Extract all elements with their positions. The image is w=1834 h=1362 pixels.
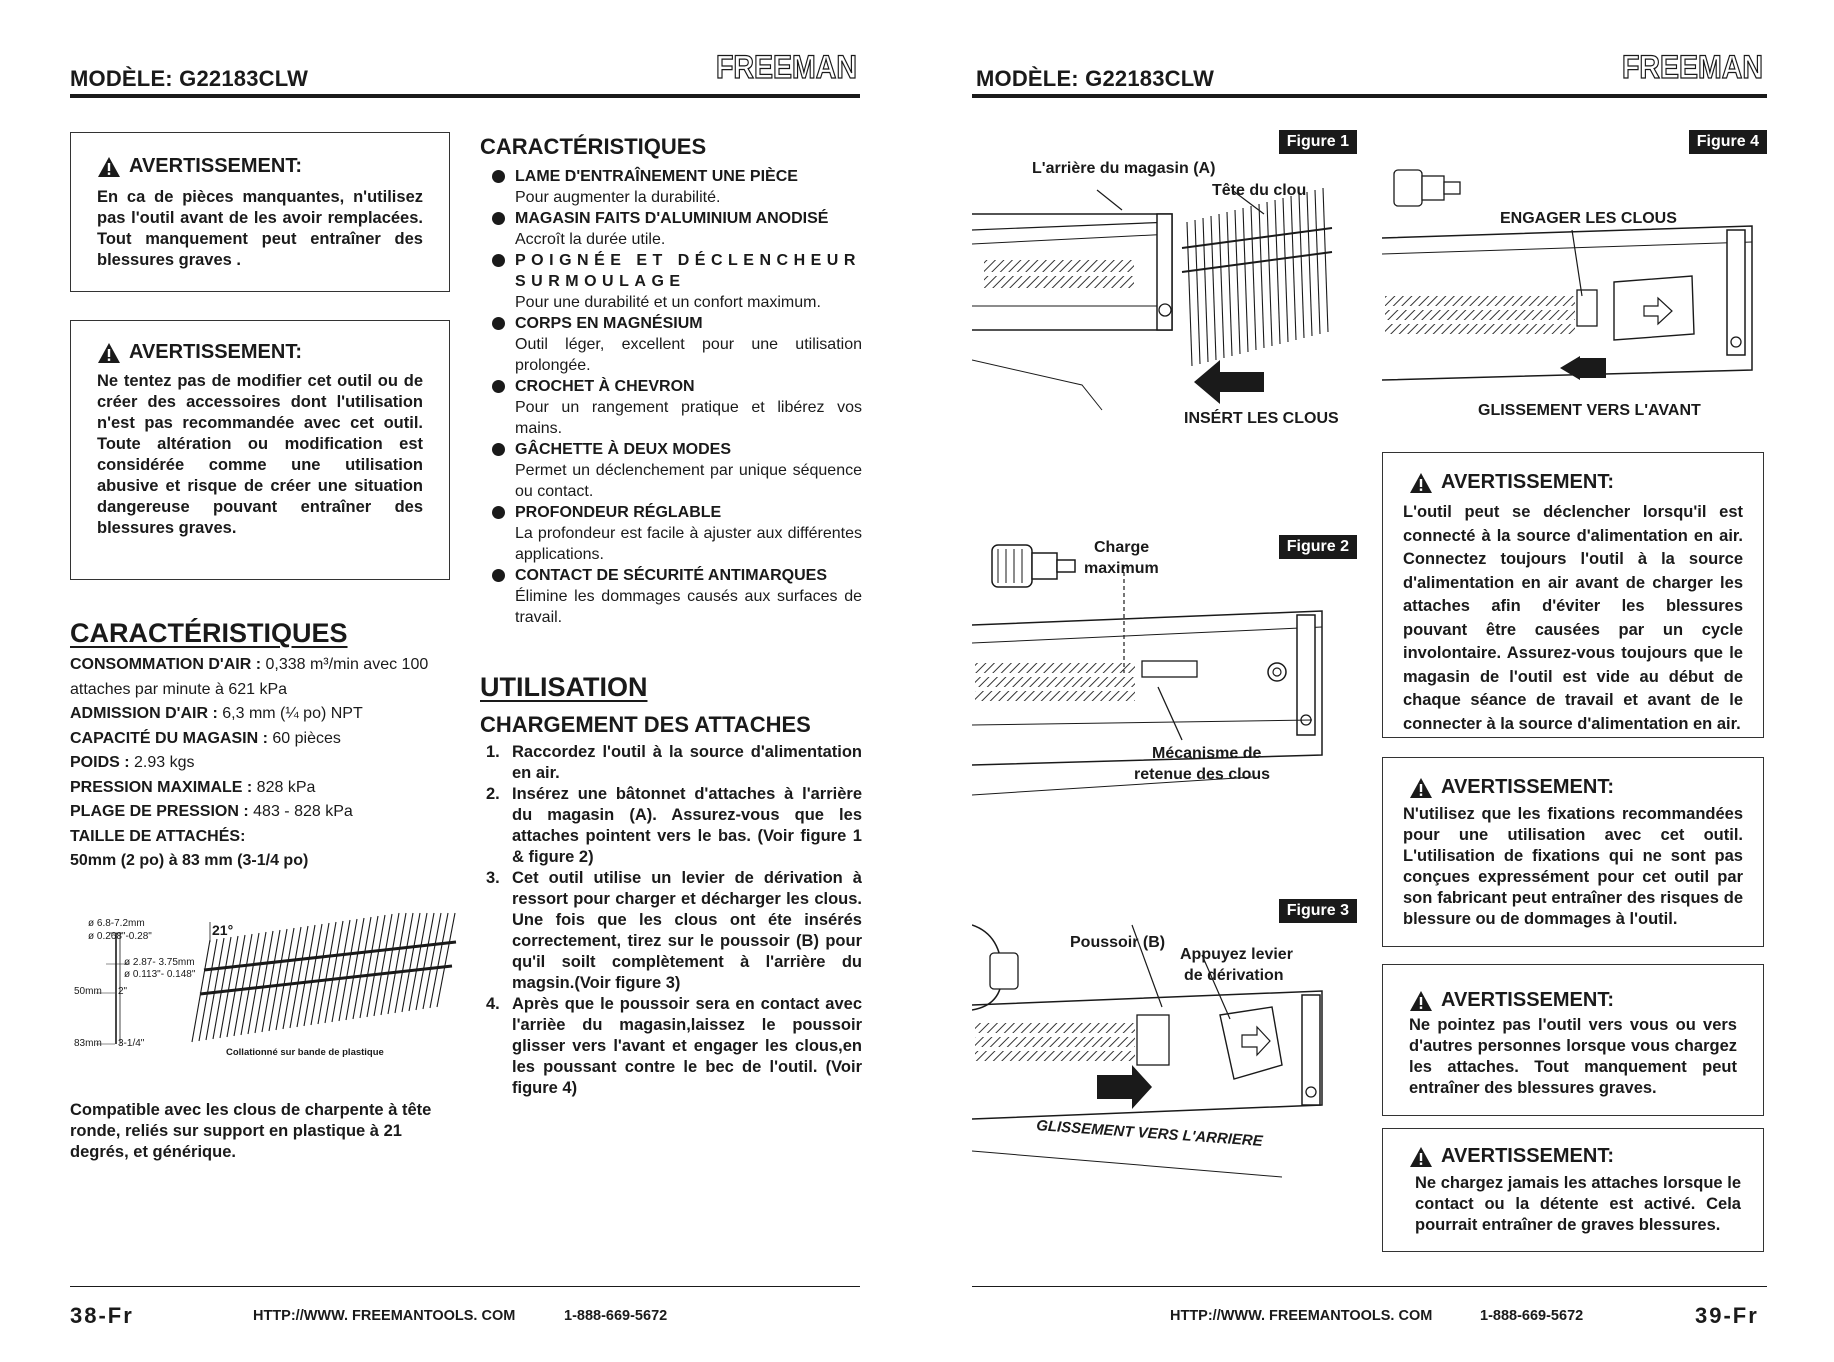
warning-title: AVERTISSEMENT: — [1409, 989, 1614, 1012]
footer-phone: 1-888-669-5672 — [1480, 1308, 1584, 1324]
figure-label: Figure 4 — [1689, 130, 1767, 154]
nail-shank-diameter-mm: ø 2.87- 3.75mm — [124, 957, 195, 968]
footer-rule — [972, 1286, 1767, 1287]
page-number: 38-Fr — [70, 1303, 134, 1328]
model-title: MODÈLE: G22183CLW — [70, 66, 309, 91]
spec-row: 50mm (2 po) à 83 mm (3-1/4 po) — [70, 852, 309, 869]
feature-item: LAME D'ENTRAÎNEMENT UNE PIÈCE Pour augmenter la durabilité. — [492, 166, 862, 208]
freeman-logo — [716, 48, 859, 88]
spec-row: TAILLE DE ATTACHÉS: — [70, 827, 246, 845]
bullet-icon — [492, 380, 505, 393]
warning-title: AVERTISSEMENT: — [1409, 776, 1614, 799]
warning-box-air-supply — [1382, 452, 1764, 738]
callout-max-load-2: maximum — [1084, 560, 1159, 577]
loading-steps — [486, 742, 862, 1099]
warning-triangle-icon — [97, 156, 121, 178]
warning-text: Ne tentez pas de modifier cet outil ou de créer des accessoires dont l'utilisation n'est pas recommandée avec cet outil. Toute altération ou modification est considérée comme une utilisation abusive et risque de créer une situation dangereuse pouvant entraîner des blessures graves. — [97, 372, 423, 537]
feature-item: CONTACT DE SÉCURITÉ ANTIMARQUES Élimine les dommages causés aux surfaces de travail. — [492, 565, 862, 628]
nail-length-long-in: 3-1/4" — [118, 1038, 145, 1049]
svg-text:FREEMAN: FREEMAN — [1622, 49, 1763, 85]
nail-length-long-mm: 83mm — [74, 1038, 102, 1049]
feature-item: MAGASIN FAITS D'ALUMINIUM ANODISÉ Accroît la durée utile. — [492, 208, 862, 250]
step-item: 4. Après que le poussoir sera en contact avec l'arrièe du magasin,laissez le poussoir glisser vers l'avant et engager les clous,en les poussant contre le bec de l'outil. (Voir figure 4) — [486, 995, 862, 1097]
warning-triangle-icon — [1409, 777, 1433, 799]
figure-3 — [972, 895, 1357, 1180]
nail-head-diameter-mm: ø 6.8-7.2mm — [88, 918, 145, 929]
warning-text: Ne chargez jamais les attaches lorsque le contact ou la détente est activé. Cela pourrait entraîner de graves blessures. — [1415, 1174, 1741, 1234]
bullet-icon — [492, 506, 505, 519]
warning-box-contact — [1382, 1128, 1764, 1252]
warning-box-fasteners — [1382, 757, 1764, 947]
figure-4 — [1382, 130, 1767, 430]
warning-triangle-icon — [1409, 1146, 1433, 1168]
footer-rule — [70, 1286, 860, 1287]
step-item: 3. Cet outil utilise un levier de dérivation à ressort pour charger et décharger les clous. Une fois que les clous ont éte insérés correctement, tirez sur le poussoir (B) pour qu'il soilt complètement à l'arrière du magsin.(Voir figure 3) — [486, 869, 862, 992]
features-title: CARACTÉRISTIQUES — [480, 134, 707, 159]
spec-row: CAPACITÉ DU MAGASIN : 60 pièces — [70, 729, 341, 747]
feature-item: GÂCHETTE À DEUX MODES Permet un déclenchement par unique séquence ou contact. — [492, 439, 862, 502]
features-list — [492, 166, 862, 628]
callout-retention-2: retenue des clous — [1134, 766, 1271, 783]
footer-phone: 1-888-669-5672 — [564, 1308, 668, 1324]
figure-label: Figure 3 — [1279, 899, 1357, 923]
callout-slide-forward: GLISSEMENT VERS L'AVANT — [1478, 402, 1701, 419]
callout-max-load-1: Charge — [1094, 539, 1150, 556]
warning-title: AVERTISSEMENT: — [1409, 471, 1614, 494]
callout-bypass-lever-1: Appuyez levier — [1180, 946, 1293, 963]
warning-title: AVERTISSEMENT: — [97, 155, 302, 178]
warning-text: Ne pointez pas l'outil vers vous ou vers d'autres personnes lorsque vous chargez les attaches. Tout manquement peut entraîner des blessures graves. — [1409, 1016, 1737, 1097]
svg-text:FREEMAN: FREEMAN — [716, 49, 857, 85]
warning-title: AVERTISSEMENT: — [97, 341, 302, 364]
callout-pusher: Poussoir (B) — [1070, 934, 1166, 951]
nail-head-diameter-in: ø 0.268"-0.28" — [88, 931, 152, 942]
freeman-logo — [1622, 48, 1765, 88]
callout-bypass-lever-2: de dérivation — [1184, 967, 1284, 984]
bullet-icon — [492, 170, 505, 183]
usage-title: UTILISATION — [480, 672, 648, 702]
bullet-icon — [492, 254, 505, 267]
callout-retention-1: Mécanisme de — [1152, 745, 1262, 762]
bullet-icon — [492, 569, 505, 582]
compatibility-note: Compatible avec les clous de charpente à tête ronde, reliés sur support en plastique à 21 degrés, et générique. — [70, 1101, 432, 1161]
step-item: 1. Raccordez l'outil à la source d'alimentation en air. — [486, 743, 862, 782]
feature-item: CORPS EN MAGNÉSIUM Outil léger, excellent pour une utilisation prolongée. — [492, 313, 862, 376]
spec-row: PLAGE DE PRESSION : 483 - 828 kPa — [70, 803, 353, 820]
spec-row: CONSOMMATION D'AIR : 0,338 m³/min avec 100 attaches par minute à 621 kPa — [70, 656, 429, 698]
page-number: 39-Fr — [1695, 1303, 1759, 1328]
header-rule — [972, 94, 1767, 98]
specs-list — [70, 653, 460, 874]
callout-engage-nails: ENGAGER LES CLOUS — [1500, 210, 1677, 227]
figure-2 — [972, 515, 1357, 815]
warning-text: N'utilisez que les fixations recommandées pour une utilisation avec cet outil. L'utilisation de fixations qui ne sont pas conçues expressément pour cet outil par son fabricant peut entraîner des risques de blessure ou de dommages à l'outil. — [1403, 805, 1743, 928]
callout-slide-back: GLISSEMENT VERS L'ARRIERE — [1035, 1117, 1264, 1150]
warning-box-pointing — [1382, 964, 1764, 1116]
figure-label: Figure 1 — [1279, 130, 1357, 154]
warning-text: L'outil peut se déclencher lorsqu'il est connecté à la source d'alimentation en air. Connectez toujours l'outil à la source d'alimentation en air avant de charger les attaches afin d'éviter les blessures pouvant être causées par un cycle involontaire. Assurez-vous toujours que le magasin de l'outil est vide au début de chaque séance de travail et avant de le connecter à la source d'alimentation en air. — [1403, 503, 1743, 733]
warning-box-missing-parts — [70, 132, 450, 292]
spec-row: POIDS : 2.93 kgs — [70, 754, 195, 771]
model-title: MODÈLE: G22183CLW — [976, 66, 1215, 91]
nail-length-short-mm: 50mm — [74, 986, 102, 997]
step-item: 2. Insérez une bâtonnet d'attaches à l'arrière du magasin (A). Assurez-vous que les attaches pointent vers le bas. (Voir figure 1 & figure 2) — [486, 785, 862, 866]
nail-strip-diagram — [70, 912, 460, 1062]
warning-text: En ca de pièces manquantes, n'utilisez pas l'outil avant de les avoir remplacées. Tout manquement peut entraîner des blessures graves . — [97, 188, 423, 269]
header-rule — [70, 94, 860, 98]
bullet-icon — [492, 317, 505, 330]
nail-shank-diameter-in: ø 0.113"- 0.148" — [124, 969, 196, 980]
warning-triangle-icon — [97, 342, 121, 364]
warning-box-no-modify — [70, 320, 450, 580]
warning-triangle-icon — [1409, 990, 1433, 1012]
warning-title: AVERTISSEMENT: — [1409, 1145, 1614, 1168]
feature-item: CROCHET À CHEVRON Pour un rangement pratique et libérez vos mains. — [492, 376, 862, 439]
footer-url: HTTP://WWW. FREEMANTOOLS. COM — [253, 1308, 516, 1324]
spec-row: PRESSION MAXIMALE : 828 kPa — [70, 778, 316, 796]
loading-title: CHARGEMENT DES ATTACHES — [480, 712, 811, 737]
bullet-icon — [492, 443, 505, 456]
callout-nail-head: Tête du clou — [1212, 182, 1307, 199]
nail-length-short-in: 2" — [118, 986, 128, 997]
figure-label: Figure 2 — [1279, 535, 1357, 559]
bullet-icon — [492, 212, 505, 225]
collation-caption: Collationné sur bande de plastique — [226, 1047, 384, 1058]
warning-triangle-icon — [1409, 472, 1433, 494]
callout-magazine-rear: L'arrière du magasin (A) — [1032, 160, 1216, 177]
feature-item: PROFONDEUR RÉGLABLE La profondeur est facile à ajuster aux différentes applications. — [492, 502, 862, 565]
feature-item: POIGNÉE ET DÉCLENCHEUR SURMOULAGE Pour une durabilité et un confort maximum. — [492, 250, 862, 313]
callout-insert-nails: INSÉRT LES CLOUS — [1184, 410, 1339, 427]
collation-angle: 21° — [212, 922, 234, 938]
figure-1 — [972, 130, 1357, 430]
spec-row: ADMISSION D'AIR : 6,3 mm (¼ po) NPT — [70, 705, 363, 722]
specs-title: CARACTÉRISTIQUES — [70, 618, 348, 648]
footer-url: HTTP://WWW. FREEMANTOOLS. COM — [1170, 1308, 1433, 1324]
